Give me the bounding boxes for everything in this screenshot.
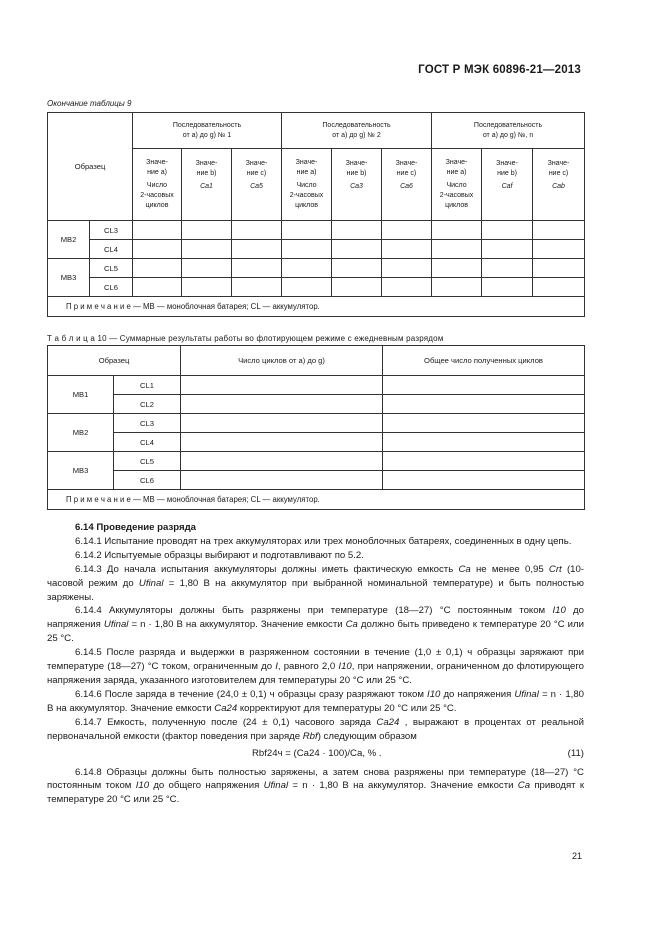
table9-subcol: Значе- ние b) Cа1: [182, 149, 232, 221]
table10-cl-cell: CL4: [114, 433, 181, 452]
table9-subcol: Значе- ние c) Cа6: [382, 149, 432, 221]
table-row: [48, 259, 585, 278]
table10-cl-cell: CL1: [114, 376, 181, 395]
paragraph-6-14-4: 6.14.4 Аккумуляторы должны быть разряжены при температуре (18—27) °С постоянным током I10 до напряжения Ufinal = n · 1,80 В на аккумулятор. Значение емкости Ca должно быть приведено к температуре 20 °С или 25 °С.: [47, 605, 584, 645]
table-row: [48, 221, 585, 240]
table10-cl-cell: CL3: [114, 414, 181, 433]
table9-caption: Окончание таблицы 9: [47, 99, 132, 108]
table10-cl-cell: CL5: [114, 452, 181, 471]
table-row: [48, 471, 585, 490]
paragraph-6-14-3: 6.14.3 До начала испытания аккумуляторы должны иметь фактическую емкость Ca не менее 0,95 Crt (10-часовой режим до Ufinal = 1,80 В на аккумулятор при выбранной номинальной температуре) и быть полностью заряжены.: [47, 563, 585, 603]
table10-cl-cell: CL2: [114, 395, 181, 414]
table-row: [48, 278, 585, 297]
paragraph-6-14-8: 6.14.8 Образцы должны быть полностью заряжены, а затем снова разряжены при температуре (18—27) °С постоянным током I10 до общего напряжения Ufinal = n · 1,80 В на аккумулятор. Значение емкости Ca приводят к температуре 20 °С или 25 °С.: [47, 766, 585, 806]
table9-subcol: Значе- ние b) Cа3: [332, 149, 382, 221]
table9: [47, 112, 585, 317]
table9-subcol: Значе- ние a) Число 2-часовых циклов: [133, 149, 182, 221]
table9-cl-cell: CL5: [90, 259, 133, 278]
paragraph-6-14-6: 6.14.6 После заряда в течение (24,0 ± 0,1) ч образцы сразу разряжают током I10 до напряжения Ufinal = n · 1,80 В на аккумулятор. Значение емкости Ca24 корректируют для температуры 20 °С или 25 °С.: [47, 688, 584, 714]
paragraph-6-14-2: 6.14.2 Испытуемые образцы выбирают и подготавливают по 5.2.: [75, 549, 364, 561]
section-6-14: [47, 521, 584, 807]
paragraph-6-14-5: 6.14.5 После разряда и выдержки в разряженном состоянии в течение (1,0 ± 0,1) ч образцы заряжают при температуре (18—27) °С током, ограниченным до I, равного 2,0 I10, при напряжении, ограниченном до флотирующего напряжения заряда, указанного изготовителем для температуры 20 °С или 25 °С.: [47, 647, 585, 686]
table9-group-n: Последовательность от a) до g) №, n: [432, 113, 585, 149]
table10-cycles-header: Число циклов от a) до g): [181, 346, 383, 376]
table10-cl-cell: CL6: [114, 471, 181, 490]
table10-mb-cell: MB1: [48, 376, 114, 414]
table10-mb-cell: MB2: [48, 414, 114, 452]
table-row: [48, 395, 585, 414]
table10-note: П р и м е ч а н и е — MB — моноблочная батарея; CL — аккумулятор.: [48, 490, 585, 510]
formula-text: Rbf24ч = (Ca24 · 100)/Ca, % .: [252, 747, 382, 759]
table9-subcol: Значе- ние c) Cаb: [533, 149, 585, 221]
table10-total-header: Общее число полученных циклов: [383, 346, 585, 376]
table9-cl-cell: CL3: [90, 221, 133, 240]
table-row: [48, 414, 585, 433]
table9-subcol: Значе- ние b) Cаf: [482, 149, 533, 221]
table9-sample-header: Образец: [48, 113, 133, 221]
table9-subcol: Значе- ние a) Число 2-часовых циклов: [282, 149, 332, 221]
document-code: ГОСТ Р МЭК 60896-21—2013: [418, 64, 581, 76]
table10-mb-cell: MB3: [48, 452, 114, 490]
page-number: 21: [572, 851, 583, 861]
table9-note: П р и м е ч а н и е — MB — моноблочная батарея; CL — аккумулятор.: [48, 297, 585, 317]
table9-subcol: Значе- ние c) Cа5: [232, 149, 282, 221]
table9-mb-cell: MB3: [48, 259, 90, 297]
table10-sample-header: Образец: [48, 346, 181, 376]
section-title: 6.14 Проведение разряда: [75, 522, 197, 533]
paragraph-6-14-1: 6.14.1 Испытание проводят на трех аккумуляторах или трех моноблочных батареях, соединенных в одну цепь.: [75, 535, 572, 547]
table9-group-2: Последовательность от a) до g) № 2: [282, 113, 432, 149]
table10: [47, 345, 585, 510]
table-row: [48, 452, 585, 471]
table-row: [48, 376, 585, 395]
table9-mb-cell: MB2: [48, 221, 90, 259]
table9-cl-cell: CL6: [90, 278, 133, 297]
table9-group-1: Последовательность от a) до g) № 1: [133, 113, 282, 149]
paragraph-6-14-7: 6.14.7 Емкость, полученную после (24 ± 0,1) часового заряда Ca24 , выражают в процентах от реальной первоначальной емкости (фактор поведения при заряде Rbf) следующим образом: [47, 716, 584, 742]
formula-number: (11): [567, 747, 584, 759]
table9-subcol: Значе- ние a) Число 2-часовых циклов: [432, 149, 482, 221]
table-row: [48, 433, 585, 452]
table-row: [48, 240, 585, 259]
table10-caption: Т а б л и ц а 10 — Суммарные результаты работы во флотирующем режиме с ежедневным разрядом: [47, 334, 444, 343]
formula-11: [47, 744, 584, 766]
table9-cl-cell: CL4: [90, 240, 133, 259]
